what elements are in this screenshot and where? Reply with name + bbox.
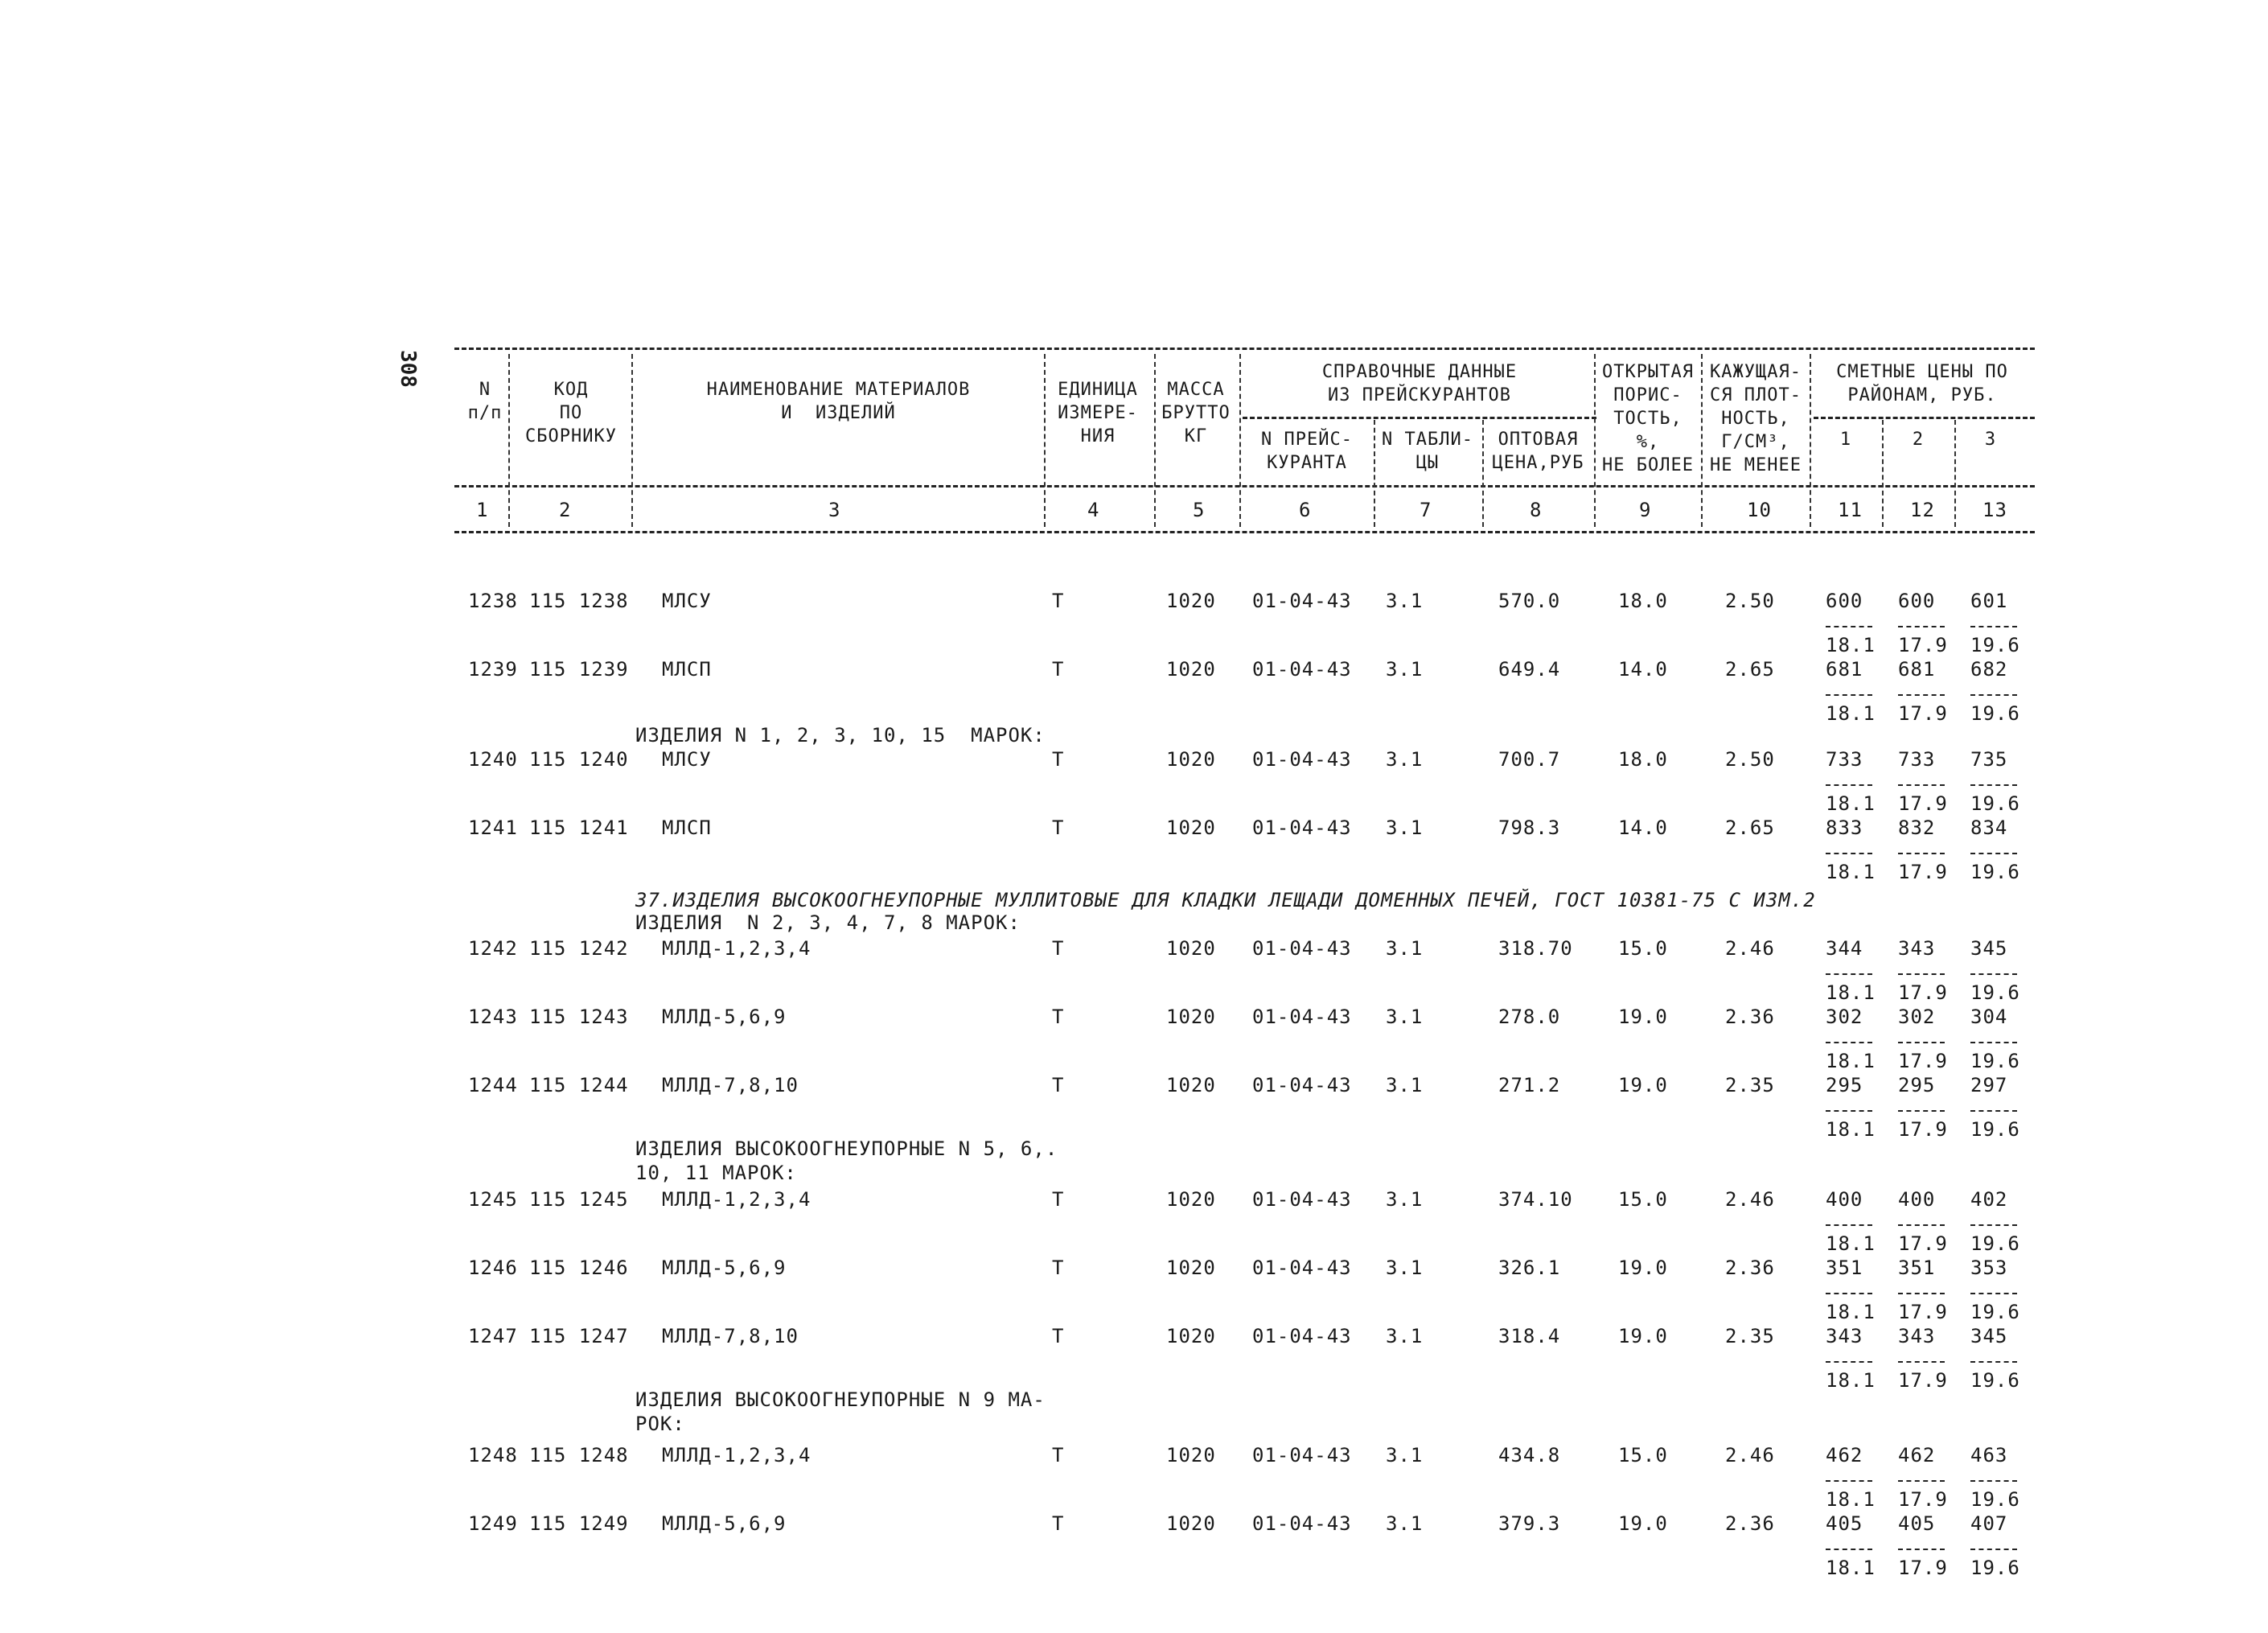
cell-n: 1241	[468, 816, 518, 839]
cell-p1: 462	[1826, 1444, 1863, 1466]
fraction-line	[1898, 1110, 1945, 1112]
cell-mass: 1020	[1166, 590, 1216, 612]
header-vline	[1154, 354, 1156, 527]
fraction-line	[1970, 853, 2017, 854]
cell-p2: 295	[1898, 1074, 1936, 1096]
fraction-line	[1826, 1293, 1872, 1294]
header-mass: МАССА БРУТТО КГ	[1161, 380, 1231, 446]
cell-density: 2.46	[1725, 1444, 1775, 1466]
cell-name: МЛЛД-5,6,9	[662, 1257, 787, 1279]
column-number: 10	[1747, 499, 1772, 521]
cell-density: 2.36	[1725, 1512, 1775, 1535]
cell-price: 318.70	[1498, 937, 1573, 960]
cell-density: 2.50	[1725, 590, 1775, 612]
cell-density: 2.65	[1725, 816, 1775, 839]
cell-coefficient: 18.1	[1826, 981, 1876, 1004]
cell-price: 700.7	[1498, 748, 1561, 771]
header-unit: ЕДИНИЦА ИЗМЕРЕ- НИЯ	[1058, 380, 1138, 446]
cell-coefficient: 18.1	[1826, 792, 1876, 815]
fraction-line	[1970, 1549, 2017, 1550]
cell-coefficient: 17.9	[1898, 981, 1948, 1004]
cell-n: 1245	[468, 1188, 518, 1211]
header-bottom-rule	[454, 531, 2035, 533]
header-porosity: ОТКРЫТАЯ ПОРИС- ТОСТЬ, %, НЕ БОЛЕЕ	[1602, 362, 1694, 475]
cell-pricelist: 01-04-43	[1252, 1188, 1352, 1211]
cell-coefficient: 17.9	[1898, 1050, 1948, 1072]
cell-p1: 405	[1826, 1512, 1863, 1535]
header-estimate-group: СМЕТНЫЕ ЦЕНЫ ПО РАЙОНАМ, РУБ.	[1836, 362, 2008, 405]
fraction-line	[1826, 1549, 1872, 1550]
cell-kod: 115 1247	[529, 1325, 629, 1347]
cell-p2: 733	[1898, 748, 1936, 771]
header-vline	[1810, 354, 1811, 527]
cell-table: 3.1	[1386, 1006, 1424, 1028]
cell-coefficient: 17.9	[1898, 1369, 1948, 1392]
fraction-line	[1826, 1224, 1872, 1226]
section-heading: ИЗДЕЛИЯ ВЫСОКООГНЕУПОРНЫЕ N 5, 6,. 10, 11 МАРОК:	[635, 1137, 1058, 1184]
cell-mass: 1020	[1166, 1006, 1216, 1028]
cell-p3: 345	[1970, 937, 2008, 960]
cell-coefficient: 18.1	[1826, 1232, 1876, 1255]
cell-price: 318.4	[1498, 1325, 1561, 1347]
cell-p2: 405	[1898, 1512, 1936, 1535]
cell-p3: 304	[1970, 1006, 2008, 1028]
cell-price: 798.3	[1498, 816, 1561, 839]
cell-p2: 600	[1898, 590, 1936, 612]
column-number: 3	[828, 499, 841, 521]
cell-coefficient: 19.6	[1970, 981, 2020, 1004]
header-top-rule	[454, 348, 2035, 350]
fraction-line	[1898, 853, 1945, 854]
cell-coefficient: 19.6	[1970, 1301, 2020, 1323]
fraction-line	[1826, 1110, 1872, 1112]
cell-kod: 115 1238	[529, 590, 629, 612]
cell-table: 3.1	[1386, 590, 1424, 612]
cell-pricelist: 01-04-43	[1252, 590, 1352, 612]
cell-price: 374.10	[1498, 1188, 1573, 1211]
header-subrule-est	[1814, 417, 2035, 419]
fraction-line	[1826, 784, 1872, 786]
cell-p2: 462	[1898, 1444, 1936, 1466]
cell-unit: Т	[1052, 1512, 1065, 1535]
cell-coefficient: 19.6	[1970, 792, 2020, 815]
cell-price: 271.2	[1498, 1074, 1561, 1096]
cell-porosity: 19.0	[1618, 1512, 1668, 1535]
column-number: 12	[1910, 499, 1935, 521]
cell-density: 2.36	[1725, 1006, 1775, 1028]
cell-p1: 733	[1826, 748, 1863, 771]
cell-density: 2.35	[1725, 1074, 1775, 1096]
cell-p3: 463	[1970, 1444, 2008, 1466]
cell-coefficient: 19.6	[1970, 1557, 2020, 1579]
fraction-line	[1970, 1224, 2017, 1226]
header-vline	[1882, 420, 1884, 527]
cell-pricelist: 01-04-43	[1252, 1325, 1352, 1347]
cell-porosity: 15.0	[1618, 1444, 1668, 1466]
cell-coefficient: 18.1	[1826, 1118, 1876, 1141]
cell-n: 1249	[468, 1512, 518, 1535]
cell-coefficient: 19.6	[1970, 1118, 2020, 1141]
header-wholesale: ОПТОВАЯ ЦЕНА,РУБ	[1492, 430, 1584, 473]
cell-coefficient: 17.9	[1898, 1557, 1948, 1579]
cell-p2: 302	[1898, 1006, 1936, 1028]
cell-p2: 343	[1898, 937, 1936, 960]
cell-name: МЛЛД-1,2,3,4	[662, 1444, 811, 1466]
cell-mass: 1020	[1166, 816, 1216, 839]
cell-price: 570.0	[1498, 590, 1561, 612]
cell-p1: 600	[1826, 590, 1863, 612]
cell-coefficient: 17.9	[1898, 634, 1948, 656]
cell-p2: 351	[1898, 1257, 1936, 1279]
header-subrule-ref	[1243, 417, 1596, 419]
cell-name: МЛЛД-1,2,3,4	[662, 1188, 811, 1211]
cell-p3: 297	[1970, 1074, 2008, 1096]
cell-porosity: 18.0	[1618, 590, 1668, 612]
fraction-line	[1898, 1224, 1945, 1226]
cell-price: 326.1	[1498, 1257, 1561, 1279]
cell-p3: 402	[1970, 1188, 2008, 1211]
cell-mass: 1020	[1166, 1188, 1216, 1211]
cell-mass: 1020	[1166, 1074, 1216, 1096]
cell-mass: 1020	[1166, 1512, 1216, 1535]
cell-mass: 1020	[1166, 748, 1216, 771]
fraction-line	[1970, 1480, 2017, 1482]
fraction-line	[1970, 1110, 2017, 1112]
fraction-line	[1898, 784, 1945, 786]
header-vline	[1374, 420, 1375, 527]
cell-coefficient: 18.1	[1826, 1050, 1876, 1072]
fraction-line	[1826, 626, 1872, 627]
column-number: 4	[1087, 499, 1100, 521]
header-vline	[631, 354, 633, 527]
cell-kod: 115 1241	[529, 816, 629, 839]
cell-coefficient: 17.9	[1898, 792, 1948, 815]
cell-p3: 407	[1970, 1512, 2008, 1535]
cell-kod: 115 1243	[529, 1006, 629, 1028]
cell-n: 1240	[468, 748, 518, 771]
header-name: НАИМЕНОВАНИЕ МАТЕРИАЛОВ И ИЗДЕЛИЙ	[706, 380, 971, 423]
cell-table: 3.1	[1386, 1188, 1424, 1211]
fraction-line	[1826, 694, 1872, 696]
cell-n: 1244	[468, 1074, 518, 1096]
cell-porosity: 14.0	[1618, 816, 1668, 839]
page-number: 308	[396, 350, 420, 388]
cell-p3: 345	[1970, 1325, 2008, 1347]
cell-mass: 1020	[1166, 1257, 1216, 1279]
cell-n: 1248	[468, 1444, 518, 1466]
cell-unit: Т	[1052, 658, 1065, 681]
cell-table: 3.1	[1386, 937, 1424, 960]
cell-unit: Т	[1052, 816, 1065, 839]
header-pricelist: N ПРЕЙС- КУРАНТА	[1261, 430, 1353, 473]
cell-coefficient: 17.9	[1898, 861, 1948, 883]
fraction-line	[1898, 694, 1945, 696]
cell-pricelist: 01-04-43	[1252, 748, 1352, 771]
cell-p2: 400	[1898, 1188, 1936, 1211]
cell-coefficient: 17.9	[1898, 1118, 1948, 1141]
cell-porosity: 15.0	[1618, 937, 1668, 960]
cell-name: МЛСУ	[662, 748, 712, 771]
cell-unit: Т	[1052, 1074, 1065, 1096]
cell-pricelist: 01-04-43	[1252, 1444, 1352, 1466]
fraction-line	[1898, 626, 1945, 627]
cell-name: МЛЛД-7,8,10	[662, 1074, 799, 1096]
cell-density: 2.36	[1725, 1257, 1775, 1279]
section-heading: 37.ИЗДЕЛИЯ ВЫСОКООГНЕУПОРНЫЕ МУЛЛИТОВЫЕ ДЛЯ КЛАДКИ ЛЕЩАДИ ДОМЕННЫХ ПЕЧЕЙ, ГОСТ 10381-75 С ИЗМ.2	[635, 889, 1816, 911]
column-number: 5	[1193, 499, 1206, 521]
cell-coefficient: 17.9	[1898, 1488, 1948, 1511]
cell-p3: 601	[1970, 590, 2008, 612]
header-density: КАЖУЩАЯ- СЯ ПЛОТ- НОСТЬ, Г/СМ³, НЕ МЕНЕЕ	[1710, 362, 1802, 475]
cell-p2: 343	[1898, 1325, 1936, 1347]
cell-unit: Т	[1052, 937, 1065, 960]
header-vline	[1482, 420, 1484, 527]
cell-name: МЛСП	[662, 658, 712, 681]
fraction-line	[1826, 853, 1872, 854]
cell-table: 3.1	[1386, 1325, 1424, 1347]
fraction-line	[1970, 1361, 2017, 1363]
cell-price: 278.0	[1498, 1006, 1561, 1028]
fraction-line	[1970, 626, 2017, 627]
cell-coefficient: 18.1	[1826, 1301, 1876, 1323]
cell-mass: 1020	[1166, 1325, 1216, 1347]
cell-kod: 115 1242	[529, 937, 629, 960]
cell-p1: 681	[1826, 658, 1863, 681]
cell-pricelist: 01-04-43	[1252, 937, 1352, 960]
cell-density: 2.35	[1725, 1325, 1775, 1347]
column-number: 7	[1420, 499, 1432, 521]
cell-unit: Т	[1052, 1325, 1065, 1347]
header-vline	[1594, 354, 1596, 527]
cell-table: 3.1	[1386, 1512, 1424, 1535]
cell-coefficient: 18.1	[1826, 1557, 1876, 1579]
cell-unit: Т	[1052, 1444, 1065, 1466]
cell-p1: 351	[1826, 1257, 1863, 1279]
header-vline	[508, 354, 510, 527]
cell-coefficient: 19.6	[1970, 1050, 2020, 1072]
cell-p1: 343	[1826, 1325, 1863, 1347]
cell-kod: 115 1248	[529, 1444, 629, 1466]
section-heading: ИЗДЕЛИЯ N 1, 2, 3, 10, 15 МАРОК:	[635, 724, 1046, 747]
header-region-3: 3	[1984, 430, 1997, 450]
cell-coefficient: 19.6	[1970, 1488, 2020, 1511]
cell-table: 3.1	[1386, 1074, 1424, 1096]
cell-porosity: 14.0	[1618, 658, 1668, 681]
cell-mass: 1020	[1166, 658, 1216, 681]
fraction-line	[1826, 973, 1872, 975]
fraction-line	[1970, 1042, 2017, 1043]
cell-unit: Т	[1052, 1257, 1065, 1279]
cell-coefficient: 19.6	[1970, 861, 2020, 883]
cell-coefficient: 19.6	[1970, 634, 2020, 656]
column-number: 13	[1982, 499, 2007, 521]
cell-name: МЛЛД-1,2,3,4	[662, 937, 811, 960]
cell-mass: 1020	[1166, 937, 1216, 960]
cell-coefficient: 18.1	[1826, 1369, 1876, 1392]
cell-p3: 353	[1970, 1257, 2008, 1279]
cell-table: 3.1	[1386, 658, 1424, 681]
cell-n: 1246	[468, 1257, 518, 1279]
cell-n: 1238	[468, 590, 518, 612]
cell-p2: 832	[1898, 816, 1936, 839]
fraction-line	[1898, 973, 1945, 975]
cell-unit: Т	[1052, 1188, 1065, 1211]
fraction-line	[1898, 1549, 1945, 1550]
cell-porosity: 15.0	[1618, 1188, 1668, 1211]
cell-p1: 400	[1826, 1188, 1863, 1211]
header-vline	[1044, 354, 1046, 527]
header-kod: КОД ПО СБОРНИКУ	[525, 380, 617, 446]
fraction-line	[1826, 1042, 1872, 1043]
cell-porosity: 19.0	[1618, 1257, 1668, 1279]
header-np: N п/п	[467, 380, 503, 423]
column-number: 6	[1299, 499, 1312, 521]
column-number: 1	[476, 499, 489, 521]
cell-density: 2.46	[1725, 1188, 1775, 1211]
fraction-line	[1970, 694, 2017, 696]
fraction-line	[1898, 1293, 1945, 1294]
cell-table: 3.1	[1386, 1444, 1424, 1466]
cell-density: 2.50	[1725, 748, 1775, 771]
cell-price: 434.8	[1498, 1444, 1561, 1466]
cell-unit: Т	[1052, 1006, 1065, 1028]
section-heading: ИЗДЕЛИЯ ВЫСОКООГНЕУПОРНЫЕ N 9 МА- РОК:	[635, 1388, 1046, 1435]
fraction-line	[1826, 1361, 1872, 1363]
cell-kod: 115 1245	[529, 1188, 629, 1211]
cell-p3: 735	[1970, 748, 2008, 771]
cell-price: 379.3	[1498, 1512, 1561, 1535]
cell-pricelist: 01-04-43	[1252, 658, 1352, 681]
column-number: 8	[1530, 499, 1543, 521]
cell-p1: 344	[1826, 937, 1863, 960]
section-heading: ИЗДЕЛИЯ N 2, 3, 4, 7, 8 МАРОК:	[635, 911, 1021, 934]
cell-name: МЛЛД-7,8,10	[662, 1325, 799, 1347]
cell-kod: 115 1240	[529, 748, 629, 771]
fraction-line	[1970, 973, 2017, 975]
cell-unit: Т	[1052, 748, 1065, 771]
cell-n: 1247	[468, 1325, 518, 1347]
cell-n: 1239	[468, 658, 518, 681]
cell-coefficient: 17.9	[1898, 1232, 1948, 1255]
cell-density: 2.65	[1725, 658, 1775, 681]
cell-porosity: 19.0	[1618, 1006, 1668, 1028]
cell-pricelist: 01-04-43	[1252, 1512, 1352, 1535]
cell-pricelist: 01-04-43	[1252, 816, 1352, 839]
cell-p1: 295	[1826, 1074, 1863, 1096]
cell-n: 1242	[468, 937, 518, 960]
cell-name: МЛСП	[662, 816, 712, 839]
cell-name: МЛСУ	[662, 590, 712, 612]
cell-coefficient: 18.1	[1826, 1488, 1876, 1511]
cell-n: 1243	[468, 1006, 518, 1028]
cell-kod: 115 1244	[529, 1074, 629, 1096]
cell-porosity: 19.0	[1618, 1325, 1668, 1347]
cell-coefficient: 19.6	[1970, 702, 2020, 725]
column-number: 9	[1639, 499, 1652, 521]
header-vline	[1701, 354, 1703, 527]
fraction-line	[1970, 1293, 2017, 1294]
cell-coefficient: 18.1	[1826, 702, 1876, 725]
cell-p1: 833	[1826, 816, 1863, 839]
cell-price: 649.4	[1498, 658, 1561, 681]
cell-unit: Т	[1052, 590, 1065, 612]
header-table: N ТАБЛИ- ЦЫ	[1382, 430, 1473, 473]
cell-mass: 1020	[1166, 1444, 1216, 1466]
cell-coefficient: 19.6	[1970, 1369, 2020, 1392]
cell-density: 2.46	[1725, 937, 1775, 960]
column-number: 11	[1838, 499, 1863, 521]
cell-coefficient: 18.1	[1826, 634, 1876, 656]
header-vline	[1239, 354, 1241, 527]
fraction-line	[1898, 1361, 1945, 1363]
cell-kod: 115 1249	[529, 1512, 629, 1535]
cell-name: МЛЛД-5,6,9	[662, 1512, 787, 1535]
fraction-line	[1970, 784, 2017, 786]
cell-table: 3.1	[1386, 748, 1424, 771]
cell-pricelist: 01-04-43	[1252, 1006, 1352, 1028]
cell-coefficient: 17.9	[1898, 1301, 1948, 1323]
cell-porosity: 18.0	[1618, 748, 1668, 771]
cell-pricelist: 01-04-43	[1252, 1074, 1352, 1096]
header-region-2: 2	[1912, 430, 1925, 450]
header-mid-rule	[454, 485, 2035, 487]
fraction-line	[1826, 1480, 1872, 1482]
cell-coefficient: 19.6	[1970, 1232, 2020, 1255]
cell-table: 3.1	[1386, 1257, 1424, 1279]
cell-pricelist: 01-04-43	[1252, 1257, 1352, 1279]
cell-coefficient: 18.1	[1826, 861, 1876, 883]
header-region-1: 1	[1839, 430, 1852, 450]
cell-p2: 681	[1898, 658, 1936, 681]
cell-name: МЛЛД-5,6,9	[662, 1006, 787, 1028]
cell-p1: 302	[1826, 1006, 1863, 1028]
cell-kod: 115 1246	[529, 1257, 629, 1279]
header-ref-group: СПРАВОЧНЫЕ ДАННЫЕ ИЗ ПРЕЙСКУРАНТОВ	[1321, 362, 1518, 405]
cell-kod: 115 1239	[529, 658, 629, 681]
fraction-line	[1898, 1480, 1945, 1482]
cell-table: 3.1	[1386, 816, 1424, 839]
header-vline	[1954, 420, 1956, 527]
cell-porosity: 19.0	[1618, 1074, 1668, 1096]
cell-coefficient: 17.9	[1898, 702, 1948, 725]
cell-p3: 682	[1970, 658, 2008, 681]
column-number: 2	[559, 499, 572, 521]
cell-p3: 834	[1970, 816, 2008, 839]
fraction-line	[1898, 1042, 1945, 1043]
